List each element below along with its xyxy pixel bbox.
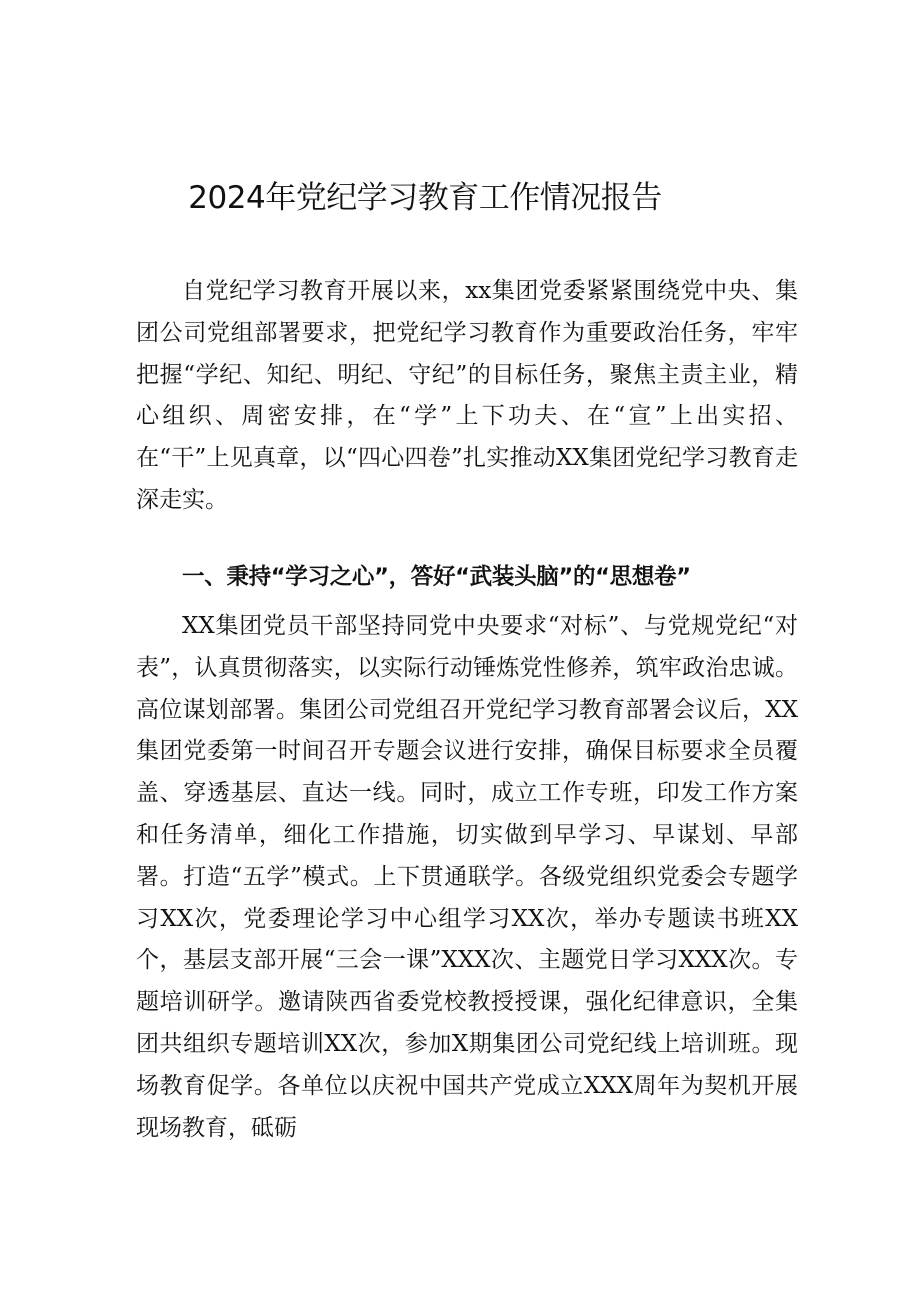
document-title: 2024年党纪学习教育工作情况报告 [188, 180, 662, 216]
section-heading: 一、秉持“学习之心”，答好“武装头脑”的“思想卷” [182, 564, 691, 590]
intro-paragraph: 自党纪学习教育开展以来，xx集团党委紧紧围绕党中央、集团公司党组部署要求，把党纪学习教育作为重要政治任务，牢牢把握“学纪、知纪、明纪、守纪”的目标任务，聚焦主责主业，精心组织、周密安排，在“学”上下功夫、在“宣”上出实招、在“干”上见真章，以“四心四卷”扎实推动XX集团党纪学习教育走深走实。 [136, 278, 798, 513]
section-paragraph: XX集团党员干部坚持同党中央要求“对标”、与党规党纪“对表”，认真贯彻落实，以实际行动锤炼党性修养，筑牢政治忠诚。高位谋划部署。集团公司党组召开党纪学习教育部署会议后，XX集团党委第一时间召开专题会议进行安排，确保目标要求全员覆盖、穿透基层、直达一线。同时，成立工作专班，印发工作方案和任务清单，细化工作措施，切实做到早学习、早谋划、早部署。打造“五学”模式。上下贯通联学。各级党组织党委会专题学习XX次，党委理论学习中心组学习XX次，举办专题读书班XX个，基层支部开展“三会一课”XXX次、主题党日学习XXX次。专题培训研学。邀请陕西省委党校教授授课，强化纪律意识，全集团共组织专题培训XX次，参加X期集团公司党纪线上培训班。现场教育促学。各单位以庆祝中国共产党成立XXX周年为契机开展现场教育，砥砺 [136, 613, 798, 1141]
